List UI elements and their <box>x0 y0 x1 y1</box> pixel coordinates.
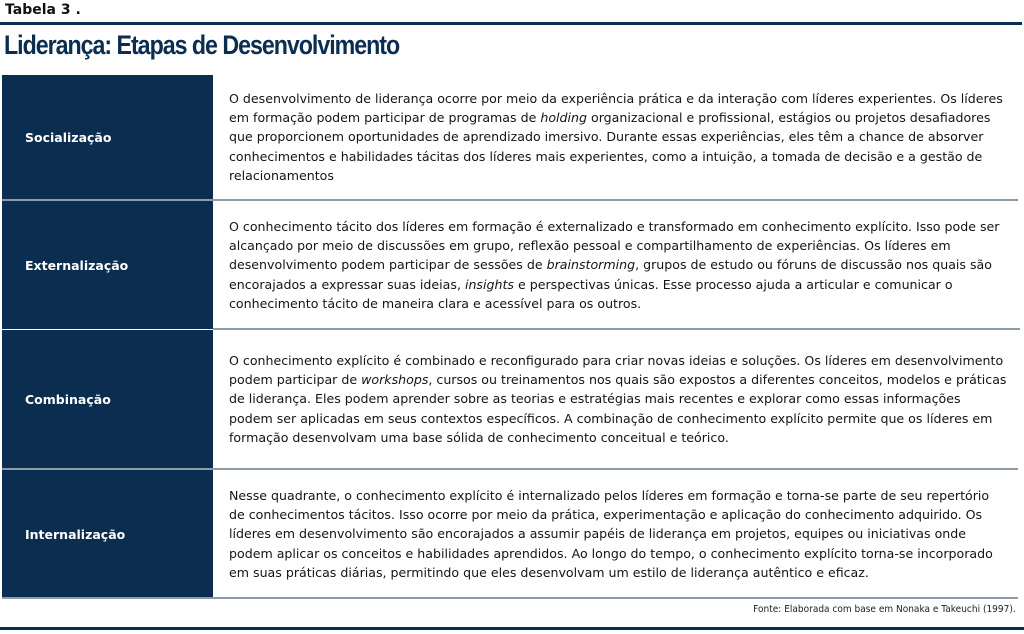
row-description-combinacao: O conhecimento explícito é combinado e reconfigurado para criar novas ideias e soluções. Os líderes em desenvolvimento podem participar de workshops, cursos ou treinamentos nos quais são expostos a diferentes conceitos, modelos e práticas de liderança. Eles podem aprender sobre as teorias e estratégias mais recentes e explorar como essas informações podem ser aplicadas em seus contextos específicos. A combinação de conhecimento explícito permite que os líderes em formação desenvolvam uma base sólida de conhecimento conceitual e teórico. <box>229 352 1007 445</box>
page-title: Liderança: Etapas de Desenvolvimento <box>4 30 400 60</box>
row-divider <box>2 597 1018 599</box>
table-row-combinacao <box>0 330 1024 468</box>
row-label-externalizacao: Externalização <box>2 201 213 329</box>
bottom-rule <box>0 627 1024 630</box>
table-row-internalizacao <box>0 470 1024 598</box>
row-description-socializacao: O desenvolvimento de liderança ocorre por meio da experiência prática e da interação com líderes experientes. Os líderes em formação podem participar de programas de holding organizacional e profissional, estágios ou projetos desafiadores que proporcionem oportunidades de aprendizado imersivo. Durante essas experiências, eles têm a chance de absorver conhecimentos e habilidades tácitas dos líderes mais experientes, como a intuição, a tomada de decisão e a gestão de relacionamentos <box>229 90 1003 183</box>
table-row-socializacao <box>0 75 1024 199</box>
source-note: Fonte: Elaborada com base em Nonaka e Takeuchi (1997). <box>753 604 1016 615</box>
table-row-externalizacao <box>0 201 1024 329</box>
row-description-externalizacao: O conhecimento tácito dos líderes em formação é externalizado e transformado em conhecimento explícito. Isso pode ser alcançado por meio de discussões em grupo, reflexão pessoal e compartilhamento de experiências. Os líderes em desenvolvimento podem participar de sessões de brainstorming, grupos de estudo ou fóruns de discussão nos quais são encorajados a expressar suas ideias, insights e perspectivas únicas. Esse processo ajuda a articular e comunicar o conhecimento tácito de maneira clara e acessível para os outros. <box>229 218 1000 311</box>
row-description-internalizacao: Nesse quadrante, o conhecimento explícito é internalizado pelos líderes em formação e torna-se parte de seu repertório de conhecimentos tácitos. Isso ocorre por meio da prática, experimentação e aplicação do conhecimento adquirido. Os líderes em desenvolvimento são encorajados a assumir papéis de liderança em projetos, equipes ou iniciativas onde podem aplicar os conceitos e habilidades aprendidos. Ao longo do tempo, o conhecimento explícito torna-se incorporado em suas práticas diárias, permitindo que eles desenvolvam um estilo de liderança autêntico e eficaz. <box>229 487 993 580</box>
table-number-label: Tabela 3 . <box>5 2 81 18</box>
top-rule <box>0 22 1022 25</box>
row-label-socializacao: Socialização <box>2 75 213 199</box>
row-label-combinacao: Combinação <box>2 330 213 468</box>
row-label-internalizacao: Internalização <box>2 470 213 598</box>
